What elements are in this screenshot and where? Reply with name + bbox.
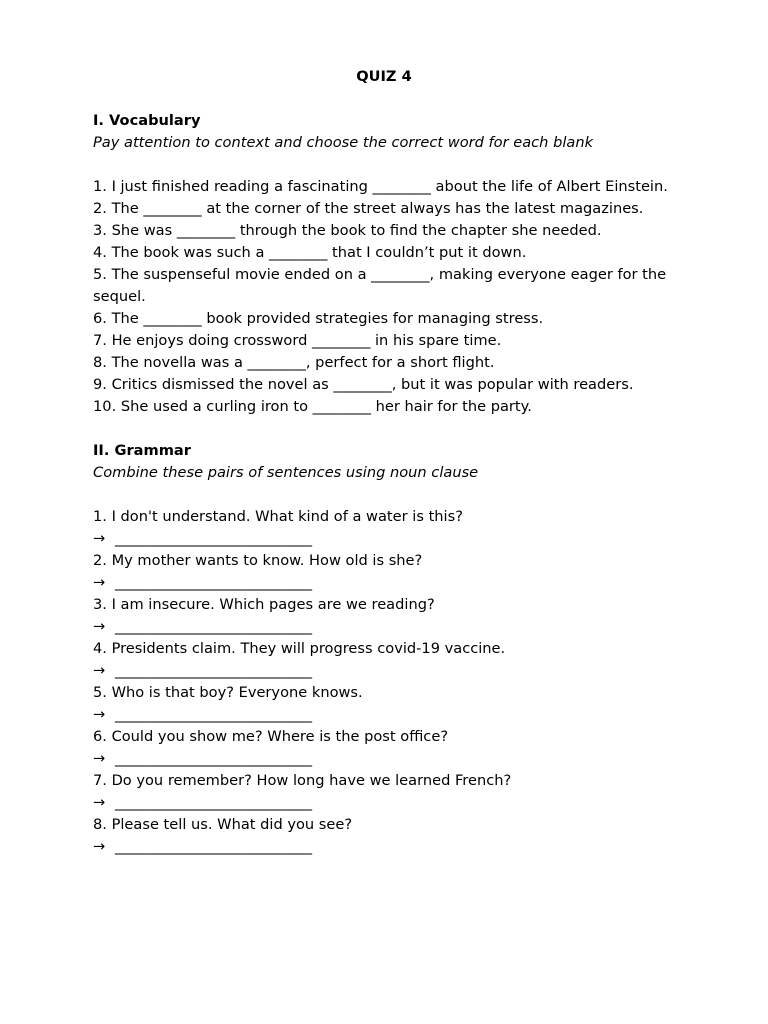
vocabulary-item: 7. He enjoys doing crossword ________ in his spare time. [93, 332, 502, 349]
vocabulary-item: 3. She was ________ through the book to find the chapter she needed. [93, 222, 602, 239]
answer-line [93, 660, 693, 682]
grammar-item: 6. Could you show me? Where is the post office? [93, 728, 449, 745]
answer-line [93, 572, 693, 594]
answer-blank: ___________________________ [115, 750, 313, 767]
answer-blank: ___________________________ [115, 618, 313, 635]
quiz-page [93, 66, 693, 858]
answer-line [93, 528, 693, 550]
vocabulary-item: 2. The ________ at the corner of the street always has the latest magazines. [93, 200, 644, 217]
grammar-item: 3. I am insecure. Which pages are we reading? [93, 596, 435, 613]
grammar-heading: II. Grammar [93, 442, 191, 459]
answer-blank: ___________________________ [115, 838, 313, 855]
vocabulary-item: 4. The book was such a ________ that I couldn’t put it down. [93, 244, 527, 261]
answer-blank: ___________________________ [115, 662, 313, 679]
arrow-icon: → [93, 750, 106, 767]
vocabulary-item: 6. The ________ book provided strategies for managing stress. [93, 310, 544, 327]
page-title: QUIZ 4 [356, 68, 412, 85]
arrow-icon: → [93, 794, 106, 811]
arrow-icon: → [93, 838, 106, 855]
vocabulary-item: 5. The suspenseful movie ended on a ________, making everyone eager for the sequel. [93, 266, 667, 305]
answer-line [93, 792, 693, 814]
grammar-list [93, 506, 693, 858]
grammar-instruction: Combine these pairs of sentences using noun clause [93, 464, 479, 481]
answer-line [93, 704, 693, 726]
grammar-item: 1. I don't understand. What kind of a water is this? [93, 508, 463, 525]
grammar-item: 2. My mother wants to know. How old is she? [93, 552, 423, 569]
vocabulary-item: 9. Critics dismissed the novel as ________, but it was popular with readers. [93, 376, 634, 393]
answer-line [93, 836, 693, 858]
vocabulary-list [93, 176, 693, 418]
arrow-icon: → [93, 706, 106, 723]
answer-blank: ___________________________ [115, 794, 313, 811]
answer-blank: ___________________________ [115, 706, 313, 723]
vocabulary-item: 8. The novella was a ________, perfect for a short flight. [93, 354, 495, 371]
answer-blank: ___________________________ [115, 574, 313, 591]
section-spacer [93, 418, 693, 440]
grammar-item: 7. Do you remember? How long have we learned French? [93, 772, 512, 789]
arrow-icon: → [93, 662, 106, 679]
answer-line [93, 748, 693, 770]
grammar-item: 5. Who is that boy? Everyone knows. [93, 684, 363, 701]
vocabulary-heading: I. Vocabulary [93, 112, 201, 129]
answer-line [93, 616, 693, 638]
arrow-icon: → [93, 574, 106, 591]
answer-blank: ___________________________ [115, 530, 313, 547]
vocabulary-instruction: Pay attention to context and choose the correct word for each blank [93, 134, 594, 151]
vocabulary-item: 1. I just finished reading a fascinating ________ about the life of Albert Einstein. [93, 178, 668, 195]
grammar-item: 8. Please tell us. What did you see? [93, 816, 353, 833]
arrow-icon: → [93, 618, 106, 635]
arrow-icon: → [93, 530, 106, 547]
vocabulary-item: 10. She used a curling iron to ________ her hair for the party. [93, 398, 532, 415]
grammar-item: 4. Presidents claim. They will progress covid-19 vaccine. [93, 640, 506, 657]
